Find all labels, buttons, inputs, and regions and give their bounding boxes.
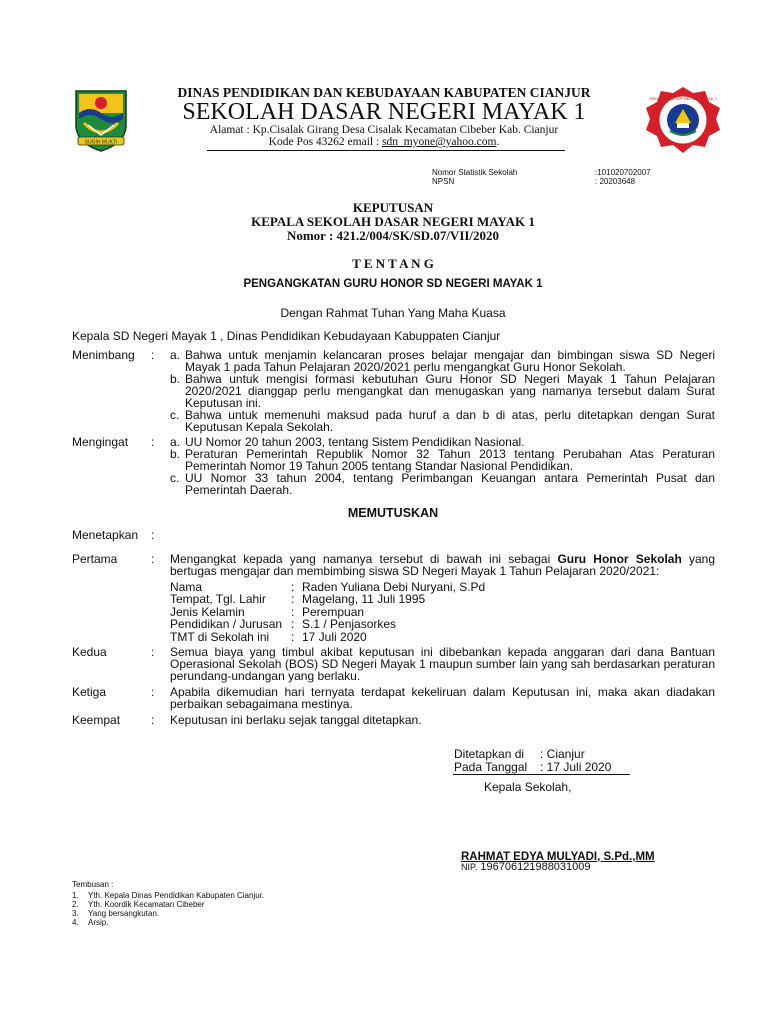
field-colon: : [291,629,295,644]
ketiga-text: Apabila dikemudian hari ternyata terdapat kekeliruan dalam Keputusan ini, maka akan diadakan perbaikan sebagaimana mestinya. [170,685,715,711]
kedua-text: Semua biaya yang timbul akibat keputusan ini dibebankan kepada anggaran dari dana Bantuan Operasional Sekolah (BOS) SD Negeri Mayak 1 maupun sumber lain yang sah berdasarkan peraturan perundang-undangan yang berlaku. [170,645,715,683]
memutuskan-heading: MEMUTUSKAN [347,506,439,520]
list-item [170,373,715,409]
blessing-line: Dengan Rahmat Tuhan Yang Maha Kuasa [280,306,506,320]
item-text: Peraturan Pemerintah Republik Nomor 32 Tahun 2013 tentang Perubahan Atas Peraturan Pemerintah Nomor 19 Tahun 2005 tentang Standar Nasional Pendidikan. [185,447,715,473]
nss-value: :101020702007 [595,168,651,177]
item-letter: b. [170,372,181,386]
email-link[interactable]: sdn_myone@yahoo.com [382,136,497,148]
item-text: Yang bersangkutan. [88,909,160,918]
menimbang-colon: : [151,348,155,362]
list-item [170,349,715,373]
item-text: Bahwa untuk mengisi formasi kebutuhan Guru Honor SD Negeri Mayak 1 Tahun Pelajaran 2020/2021 dianggap perlu mengangkat dan menugaskan yang namanya tersebut dalam Surat Keputusan ini. [185,372,715,410]
nss-label: Nomor Statistik Sekolah [432,168,518,177]
list-item [170,409,715,433]
item-letter: b. [170,447,181,461]
item-text: Bahwa untuk memenuhi maksud pada huruf a dan b di atas, perlu ditetapkan dengan Surat Keputusan Kepala Sekolah. [185,408,715,434]
field-key: Nama [170,580,203,594]
pertama-text-after: yang bertugas mengajar dan membimbing siswa SD Negeri Mayak 1 Tahun Pelajaran 2020/2021: [170,552,715,578]
list-item [72,900,372,909]
place-value: : Cianjur [540,747,585,761]
school-address: Alamat : Kp.Cisalak Girang Desa Cisalak Kecamatan Cibeber Kab. Cianjur [209,124,559,136]
item-number: 1. [72,891,79,900]
decree-subject: PENGANGKATAN GURU HONOR SD NEGERI MAYAK 1 [243,278,543,290]
item-text: Yth. Koordik Kecamatan Cibeber [88,900,205,909]
menimbang-label: Menimbang [72,348,135,362]
postal-suffix: . [496,136,500,148]
item-number: 2. [72,900,79,909]
menetapkan-colon: : [151,528,155,542]
keempat-label: Keempat [72,713,121,727]
authority-line: Kepala SD Negeri Mayak 1 , Dinas Pendidikan Kebudayaan Kabuppaten Cianjur [72,329,501,343]
field-colon: : [291,580,295,594]
field-value: Magelang, 11 Juli 1995 [302,592,426,607]
school-name: SEKOLAH DASAR NEGERI MAYAK 1 [182,99,586,125]
pertama-label: Pertama [72,552,118,566]
tembusan-list [72,891,372,927]
field-value: S.1 / Penjasorkes [302,617,397,632]
pertama-colon: : [151,552,155,566]
nip-label: NIP. [461,862,478,872]
field-colon: : [291,617,295,632]
field-value: 17 Juli 2020 [302,629,367,644]
pertama-text-before: Mengangkat kepada yang namanya tersebut di bawah ini sebagai [170,552,558,566]
field-row [170,618,570,630]
kedua-colon: : [151,645,155,659]
decree-title: KEPUTUSAN [352,200,434,215]
item-letter: a. [170,435,181,449]
item-text: UU Nomor 20 tahun 2003, tentang Sistem Pendidikan Nasional. [185,435,525,449]
item-text: Yth. Kepala Dinas Pendidikan Kabupaten Cianjur. [88,891,265,900]
date-value: : 17 Juli 2020 [540,760,612,774]
signer-nip [461,862,591,873]
list-item [72,891,372,900]
list-item [72,909,372,918]
field-colon: : [291,592,295,607]
ketiga-colon: : [151,685,155,699]
field-key: Pendidikan / Jurusan [170,617,283,632]
decree-issuer: KEPALA SEKOLAH DASAR NEGERI MAYAK 1 [251,214,535,229]
item-number: 4. [72,918,79,927]
item-letter: c. [170,408,180,422]
right-logo-text: SEKOLAH DASAR NEGERI MAYAK 1 [648,96,718,101]
tentang-heading: T E N T A N G [352,256,434,271]
mengingat-label: Mengingat [72,435,129,449]
list-item [72,918,372,927]
field-row [170,593,570,605]
pertama-text [170,553,715,577]
npsn-label: NPSN [432,177,455,186]
list-item [170,472,715,496]
menimbang-list [170,349,715,433]
field-key: Jenis Kelamin [170,604,245,619]
item-letter: a. [170,348,181,362]
field-key: Tempat, Tgl. Lahir [170,592,266,607]
appointee-fields [170,581,570,643]
item-text: UU Nomor 33 tahun 2004, tentang Perimbangan Keuangan antara Pemerintah Pusat dan Pemerintah Daerah. [185,471,715,497]
field-key: TMT di Sekolah ini [170,629,270,644]
signer-name: RAHMAT EDYA MULYADI, S.Pd.,MM [461,851,655,863]
field-value: Raden Yuliana Debi Nuryani, S.Pd [302,580,486,594]
header-rule [207,150,565,151]
school-emblem-icon [642,85,724,157]
kedua-label: Kedua [72,645,107,659]
npsn-value: : 20203648 [595,177,636,186]
place-label: Ditetapkan di [454,747,525,761]
date-rule [453,774,630,775]
field-row [170,631,570,643]
nip-value: 196706121988031009 [477,861,591,873]
item-letter: c. [170,471,180,485]
mengingat-list [170,436,715,496]
date-label: Pada Tanggal [454,760,528,774]
ketiga-label: Ketiga [72,685,107,699]
decree-number: Nomor : 421.2/004/SK/SD.07/VII/2020 [286,228,500,243]
item-text: Arsip. [88,918,109,927]
keempat-colon: : [151,713,155,727]
pertama-text-bold: Guru Honor Sekolah [557,552,682,566]
menetapkan-label: Menetapkan [72,528,139,542]
keempat-text: Keputusan ini berlaku sejak tanggal ditetapkan. [170,713,422,727]
postal-code: Kode Pos 43262 email : [268,136,383,148]
agency-name: DINAS PENDIDIKAN DAN KEBUDAYAAN KABUPATEN CIANJUR [177,85,591,100]
right-logo [642,85,724,157]
tembusan-label: Tembusan : [72,880,114,889]
item-number: 3. [72,909,79,918]
mengingat-colon: : [151,435,155,449]
field-value: Perempuan [302,604,365,619]
list-item [170,448,715,472]
item-text: Bahwa untuk menjamin kelancaran proses belajar mengajar dan bimbingan siswa SD Negeri Mayak 1 pada Tahun Pelajaran 2020/2021 perlu mengangkat Guru Honor Sekolah. [185,348,715,374]
field-colon: : [291,604,295,619]
left-logo-text: SUGIH MUKTI [84,139,118,146]
signer-role: Kepala Sekolah, [484,780,572,794]
